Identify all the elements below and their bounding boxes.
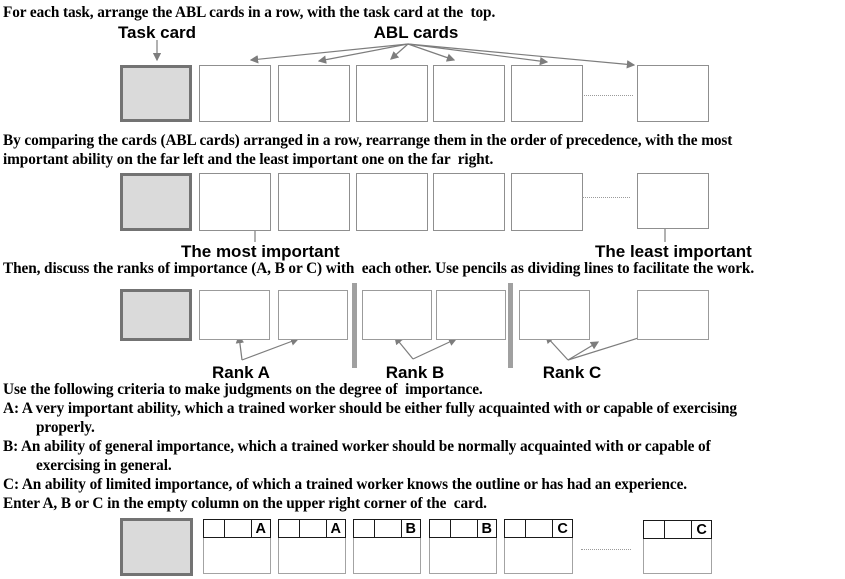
card-rank-header: [504, 519, 573, 538]
step1-instruction: For each task, arrange the ABL cards in a row, with the task card at the top.: [3, 4, 496, 21]
rank-letter-cell: B: [405, 520, 416, 537]
criteria-b-line2: exercising in general.: [36, 457, 172, 474]
rank-letter-cell: C: [557, 520, 568, 537]
row5-ellipsis-dots: [581, 549, 631, 550]
abl-card: [511, 65, 583, 122]
rank-b-label: Rank B: [385, 363, 445, 382]
header-cell-empty: [505, 520, 526, 537]
abl-cards-arrow-fan: [251, 44, 634, 65]
rank-letter-cell: B: [481, 520, 492, 537]
card-rank-header: [203, 519, 271, 538]
criteria-a-line2: properly.: [36, 419, 95, 436]
rank-letter-cell: A: [255, 520, 266, 537]
abl-card-rank-c: [637, 290, 709, 340]
abl-card: [278, 65, 350, 122]
least-important-label: The least important: [595, 242, 752, 261]
abl-card: [278, 173, 350, 231]
abl-card: [433, 173, 505, 231]
rank-c-label: Rank C: [542, 363, 602, 382]
rank-letter-cell: A: [330, 520, 341, 537]
header-cell-empty: [225, 520, 251, 537]
abl-card: [199, 173, 271, 231]
header-cell-empty: [204, 520, 225, 537]
row1-ellipsis-dots: [584, 95, 633, 96]
abl-card: [356, 65, 428, 122]
abl-card-rank-b: [362, 290, 432, 340]
pencil-divider: [508, 283, 513, 368]
card-rank-header: [278, 519, 346, 538]
row2-ellipsis-dots: [582, 197, 630, 198]
criteria-a-line1: A: A very important ability, which a trained worker should be either fully acquainted with or capable of exercising: [3, 400, 737, 417]
abl-card-rank-c: [519, 290, 590, 340]
abl-cards-label: ABL cards: [373, 23, 459, 42]
header-cell-empty: [354, 520, 375, 537]
header-cell-empty: [375, 520, 401, 537]
abl-card-rank-a: [199, 290, 270, 340]
rank-a-label: Rank A: [212, 363, 270, 382]
criteria-b-line1: B: An ability of general importance, which a trained worker should be normally acquainted with or capable of: [3, 438, 711, 455]
step2-instruction-line2: important ability on the far left and the least important one on the far right.: [3, 151, 494, 168]
header-cell-empty: [644, 521, 665, 538]
header-cell-empty: [279, 520, 300, 537]
abl-card: [637, 173, 709, 229]
card-rank-header: [353, 519, 421, 538]
task-card-row3: [120, 289, 192, 341]
abl-card-rank-b: [436, 290, 506, 340]
header-cell-empty: [430, 520, 451, 537]
abl-card: [637, 65, 709, 122]
rank-b-arrows: [395, 337, 456, 359]
enter-abc-instruction: Enter A, B or C in the empty column on the upper right corner of the card.: [3, 495, 487, 512]
step2-instruction-line1: By comparing the cards (ABL cards) arranged in a row, rearrange them in the order of precedence, with the most: [3, 132, 733, 149]
rank-letter-cell: C: [696, 521, 707, 538]
header-cell-empty: [300, 520, 326, 537]
abl-card: [356, 173, 428, 231]
abl-card: [433, 65, 505, 122]
header-cell-empty: [451, 520, 477, 537]
abl-card: [511, 173, 583, 231]
header-cell-empty: [526, 520, 553, 537]
task-card-row2: [120, 173, 192, 231]
header-cell-empty: [665, 521, 692, 538]
task-card-row5: [120, 518, 193, 576]
task-card-row1: [120, 65, 192, 122]
criteria-c: C: An ability of limited importance, of which a trained worker knows the outline or has had an experience.: [3, 476, 687, 493]
card-rank-header: [643, 520, 712, 539]
pencil-divider: [352, 283, 357, 368]
most-important-label: The most important: [181, 242, 340, 261]
step3-instruction: Then, discuss the ranks of importance (A, B or C) with each other. Use pencils as dividing lines to facilitate the work.: [3, 260, 755, 277]
abl-card: [199, 65, 271, 122]
task-card-label: Task card: [117, 23, 197, 42]
card-rank-header: [429, 519, 497, 538]
abl-card-rank-a: [278, 290, 348, 340]
criteria-intro: Use the following criteria to make judgments on the degree of importance.: [3, 381, 483, 398]
